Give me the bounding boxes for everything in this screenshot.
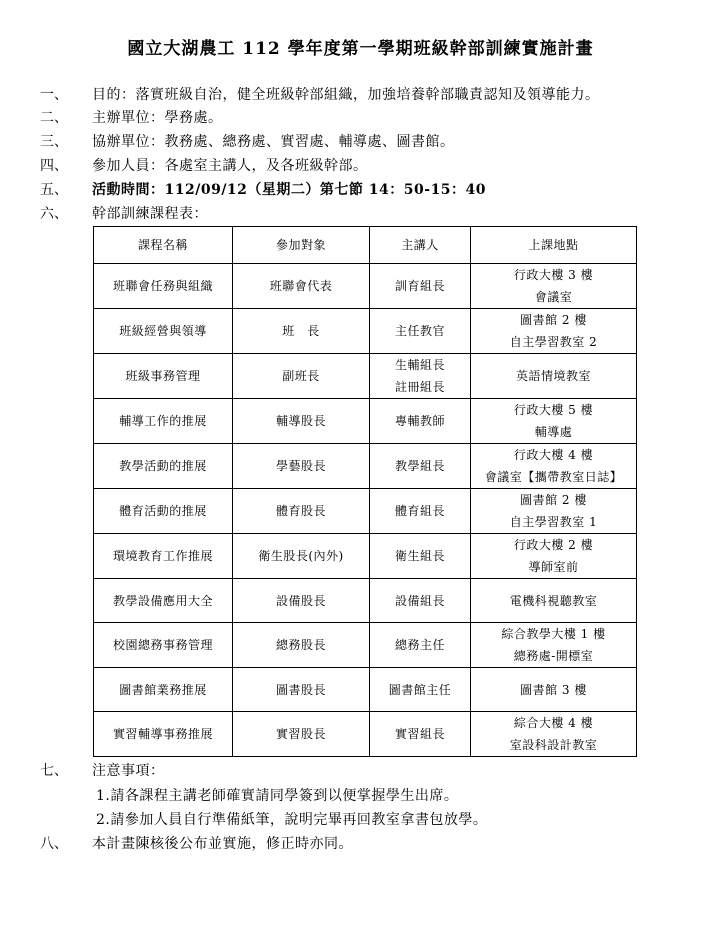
cell-line: 英語情境教室 — [515, 369, 591, 383]
cell-line: 行政大樓 5 樓 — [513, 403, 594, 417]
cell-line: 輔導處 — [534, 425, 573, 439]
cell-course: 校園總務事務管理 — [94, 623, 233, 668]
cell-target: 體育股長 — [233, 489, 370, 534]
cell-line: 行政大樓 2 樓 — [513, 538, 594, 552]
cell-line: 圖書館主任 — [388, 682, 452, 697]
cell-target: 設備股長 — [233, 579, 370, 623]
cell-speaker — [370, 534, 471, 579]
table-row — [94, 354, 637, 399]
item-number: 八、 — [40, 836, 68, 852]
table-row — [94, 399, 637, 444]
cell-line: 會議室 — [534, 290, 573, 304]
cell-line: 綜合大樓 4 樓 — [513, 716, 594, 730]
cell-line: 導師室前 — [528, 560, 579, 574]
note-item: 1.請各課程主講老師確實請同學簽到以便掌握學生出席。 — [96, 788, 459, 804]
header-target: 參加對象 — [233, 227, 370, 264]
cell-target: 衛生股長(內外) — [233, 534, 370, 579]
cell-course: 輔導工作的推展 — [94, 399, 233, 444]
table-row — [94, 489, 637, 534]
item-number: 一、 — [40, 87, 68, 103]
cell-target: 圖書股長 — [233, 668, 370, 712]
schedule-table — [93, 226, 637, 757]
cell-line: 綜合教學大樓 1 樓 — [501, 627, 606, 641]
note-item: 2.請參加人員自行準備紙筆，說明完畢再回教室拿書包放學。 — [96, 812, 488, 828]
cell-line: 自主學習教室 1 — [509, 515, 598, 529]
cell-line: 體育組長 — [394, 504, 445, 518]
item-text: 幹部訓練課程表： — [92, 206, 208, 222]
cell-target: 副班長 — [233, 354, 370, 399]
cell-target: 班聯會代表 — [233, 264, 370, 309]
cell-location — [471, 399, 637, 444]
cell-location — [471, 579, 637, 623]
cell-speaker — [370, 399, 471, 444]
cell-course: 班級經營與領導 — [94, 309, 233, 354]
cell-location — [471, 444, 637, 489]
cell-course: 班聯會任務與組織 — [94, 264, 233, 309]
cell-course: 體育活動的推展 — [94, 489, 233, 534]
cell-line: 設備組長 — [394, 593, 445, 608]
header-course: 課程名稱 — [94, 227, 233, 264]
cell-line: 實習組長 — [394, 727, 445, 741]
header-speaker: 主講人 — [370, 227, 471, 264]
cell-line: 室設科設計教室 — [509, 738, 598, 752]
cell-target: 實習股長 — [233, 712, 370, 757]
table-row — [94, 623, 637, 668]
table-row — [94, 579, 637, 623]
cell-line: 自主學習教室 2 — [509, 335, 598, 349]
cell-line: 生輔組長 — [394, 358, 445, 372]
cell-line: 專輔教師 — [394, 414, 445, 428]
cell-speaker — [370, 309, 471, 354]
cell-line: 訓育組長 — [394, 279, 445, 293]
item-organizer — [40, 107, 223, 129]
cell-target: 班 長 — [233, 309, 370, 354]
item-participants — [40, 155, 368, 177]
item-number: 四、 — [40, 158, 68, 174]
cell-line: 總務主任 — [394, 638, 445, 652]
cell-line: 教學組長 — [394, 459, 445, 473]
cell-line: 行政大樓 3 樓 — [513, 268, 594, 282]
cell-course: 教學設備應用大全 — [94, 579, 233, 623]
cell-line: 註冊組長 — [394, 380, 445, 394]
cell-line: 圖書館 2 樓 — [520, 493, 587, 507]
cell-line: 會議室【攜帶教室日誌】 — [484, 470, 623, 484]
cell-course: 教學活動的推展 — [94, 444, 233, 489]
table-row — [94, 534, 637, 579]
cell-target: 輔導股長 — [233, 399, 370, 444]
item-text: 注意事項： — [92, 763, 165, 779]
cell-speaker — [370, 489, 471, 534]
item-number: 六、 — [40, 206, 68, 222]
item-notes-heading — [40, 760, 165, 782]
cell-location — [471, 623, 637, 668]
cell-location — [471, 309, 637, 354]
cell-course: 班級事務管理 — [94, 354, 233, 399]
cell-location — [471, 668, 637, 712]
item-text: 參加人員：各處室主講人，及各班級幹部。 — [92, 158, 368, 174]
cell-speaker — [370, 623, 471, 668]
cell-location — [471, 489, 637, 534]
cell-course: 圖書館業務推展 — [94, 668, 233, 712]
cell-location — [471, 354, 637, 399]
header-location: 上課地點 — [471, 227, 637, 264]
cell-speaker — [370, 444, 471, 489]
cell-line: 圖書館 3 樓 — [520, 682, 587, 697]
cell-line: 行政大樓 4 樓 — [513, 448, 594, 462]
item-text: 本計畫陳核後公布並實施，修正時亦同。 — [92, 836, 353, 852]
item-number: 三、 — [40, 134, 68, 150]
item-text: 活動時間：112/09/12（星期二）第七節 14：50-15：40 — [92, 182, 487, 198]
cell-line: 主任教官 — [394, 324, 445, 338]
cell-target: 總務股長 — [233, 623, 370, 668]
cell-location — [471, 712, 637, 757]
table-row — [94, 264, 637, 309]
table-row — [94, 309, 637, 354]
item-text: 目的：落實班級自治，健全班級幹部組織，加強培養幹部職責認知及領導能力。 — [92, 87, 600, 103]
item-time — [40, 179, 486, 201]
cell-line: 圖書館 2 樓 — [520, 313, 587, 327]
table-row — [94, 668, 637, 712]
item-purpose — [40, 84, 600, 106]
cell-speaker — [370, 264, 471, 309]
item-co-organizers — [40, 131, 455, 153]
cell-speaker — [370, 579, 471, 623]
cell-course: 實習輔導事務推展 — [94, 712, 233, 757]
document-title: 國立大湖農工 112 學年度第一學期班級幹部訓練實施計畫 — [127, 39, 594, 59]
table-row — [94, 444, 637, 489]
cell-line: 電機科視聽教室 — [509, 593, 598, 608]
cell-speaker — [370, 354, 471, 399]
item-text: 協辦單位：教務處、總務處、實習處、輔導處、圖書館。 — [92, 134, 455, 150]
cell-location — [471, 534, 637, 579]
cell-course: 環境教育工作推展 — [94, 534, 233, 579]
cell-target: 學藝股長 — [233, 444, 370, 489]
cell-speaker — [370, 668, 471, 712]
cell-speaker — [370, 712, 471, 757]
table-header-row — [94, 227, 637, 264]
item-number: 五、 — [40, 182, 68, 198]
cell-location — [471, 264, 637, 309]
item-number: 七、 — [40, 763, 68, 779]
item-closing — [40, 833, 353, 855]
item-schedule-heading — [40, 203, 208, 225]
item-text: 主辦單位：學務處。 — [92, 110, 223, 126]
cell-line: 衛生組長 — [394, 549, 445, 563]
item-number: 二、 — [40, 110, 68, 126]
table-row — [94, 712, 637, 757]
cell-line: 總務處-開標室 — [513, 649, 594, 663]
